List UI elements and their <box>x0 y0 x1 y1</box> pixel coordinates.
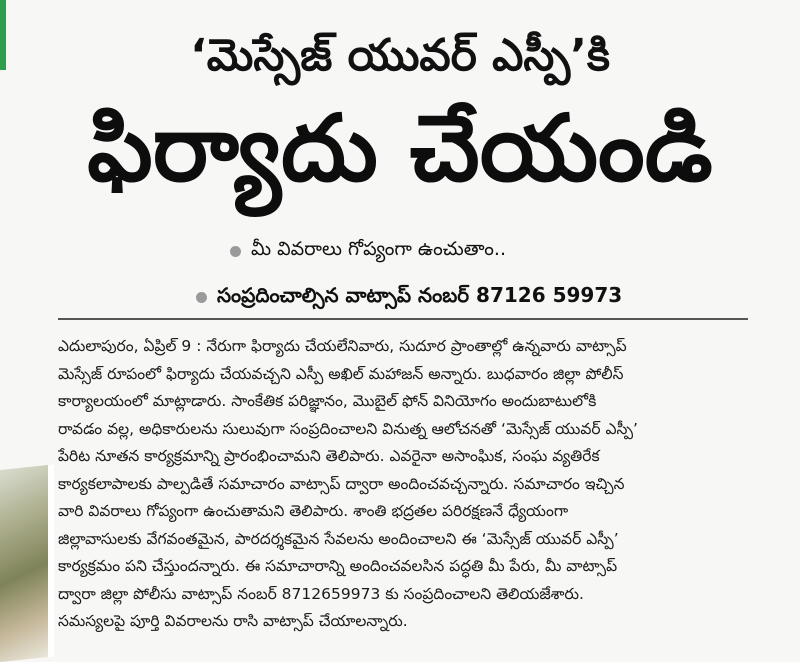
body-line: రావడం వల్ల, అధికారులను సులువుగా సంప్రదించాలని వినుత్న ఆలోచనతో ‘మెస్సేజ్ యువర్ ఎస్పీ’ <box>58 419 638 438</box>
subhead-text: మీ వివరాలు గోప్యంగా ఉంచుతాం.. <box>251 238 507 260</box>
body-line: కార్యాలయంలో మాట్లాడారు. సాంకేతిక పరిజ్ఞానం, మొబైల్ ఫోన్ వినియోగం అందుబాటులోకి <box>58 392 597 410</box>
body-line: కార్యక్రమం పని చేస్తుందన్నారు. ఈ సమాచారాన్ని అందించవలసిన పద్ధతి మీ పేరు, మీ వాట్సాప్ <box>58 557 618 575</box>
body-line: జిల్లావాసులకు వేగవంతమైన, పారదర్శకమైన సేవలను అందించాలని ఈ ‘మెస్సేజ్ యువర్ ఎస్పీ’ <box>58 529 619 548</box>
subhead-whatsapp-number <box>196 283 622 312</box>
subhead-text: సంప్రదించాల్సిన వాట్సాప్ నంబర్ 87126 59973 <box>217 283 623 307</box>
headline-kicker: ‘మెస్సేజ్ యువర్ ఎస్పీ’కి <box>190 30 610 81</box>
headline: ఫిర్యాదు చేయండి <box>87 95 713 202</box>
photo-corner <box>0 464 54 662</box>
article-body <box>58 333 748 636</box>
body-line: వారి వివరాలు గోప్యంగా ఉంచుతామని తెలిపారు. శాంతి భద్రతల పరిరక్షణనే ధ్యేయంగా <box>58 502 569 520</box>
body-line: సమస్యలపై పూర్తి వివరాలను రాసి వాట్సాప్ చేయాలన్నారు. <box>58 612 408 630</box>
subhead-privacy <box>230 238 506 265</box>
body-line: పేరిట నూతన కార్యక్రమాన్ని ప్రారంభించామని తెలిపారు. ఎవరైనా అసాంఘిక, సంఘ వ్యతిరేక <box>58 447 600 465</box>
body-line: ఎదులాపురం, ఏప్రిల్ 9 : నేరుగా ఫిర్యాదు చేయలేనివారు, సుదూర ప్రాంతాల్లో ఉన్నవారు వాట్సాప్ <box>58 337 627 355</box>
body-line: మెస్సేజ్ రూపంలో ఫిర్యాదు చేయవచ్చని ఎస్పీ అఖిల్ మహాజన్ అన్నారు. బుధవారం జిల్లా పోలీస్ <box>58 364 624 383</box>
body-line: కార్యకలాపాలకు పాల్పడితే సమాచారం వాట్సాప్ ద్వారా అందించవచ్చన్నారు. సమాచారం ఇచ్చిన <box>58 474 625 493</box>
divider <box>58 318 748 320</box>
bullet-icon <box>196 292 207 303</box>
bullet-icon <box>230 246 241 257</box>
body-line: ద్వారా జిల్లా పోలీసు వాట్సాప్ నంబర్ 8712659973 కు సంప్రదించాలని తెలియజేశారు. <box>58 584 584 603</box>
